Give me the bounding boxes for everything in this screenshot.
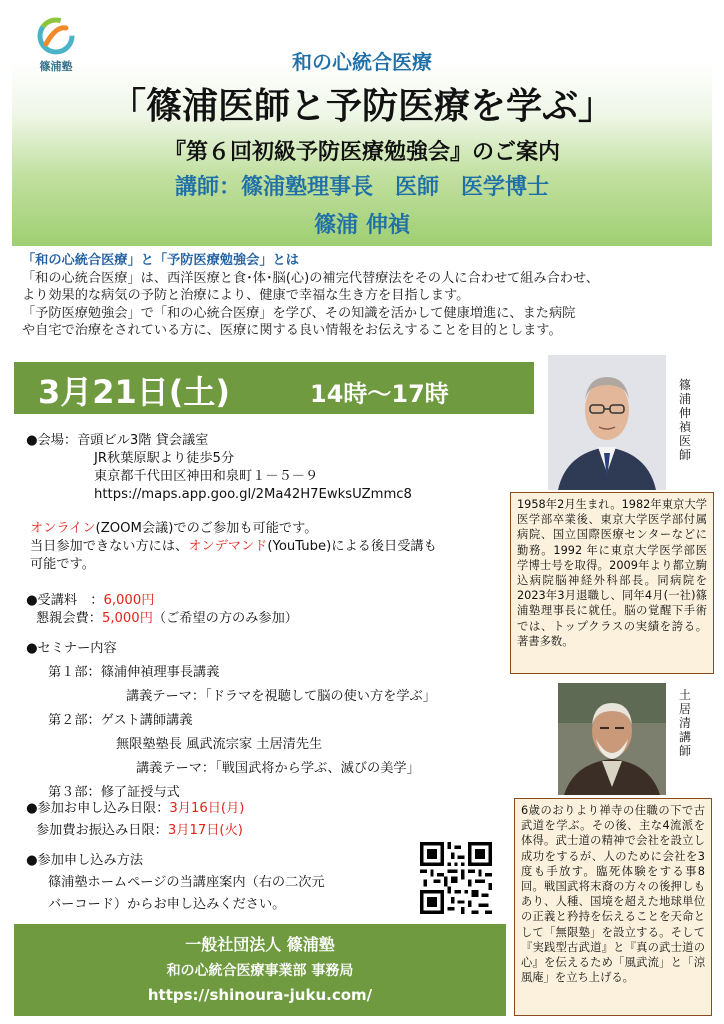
logo-text: 篠浦塾 xyxy=(39,60,73,73)
venue-map-link[interactable]: https://maps.app.goo.gl/2Ma42H7EwksUZmmc8 xyxy=(94,487,412,502)
footer-url-link[interactable]: https://shinoura-juku.com/ xyxy=(147,986,373,1004)
ondemand-text-a: 当日参加できない方には、 xyxy=(30,539,189,554)
seminar-part1-theme: 講義テーマ：「ドラマを視聴して脳の使い方を学ぶ」 xyxy=(126,689,436,704)
seminar-part2-guest: 無限塾塾長 風武流宗家 土居清先生 xyxy=(116,737,323,752)
lecturer-line: 講師：篠浦塾理事長 医師 医学博士 xyxy=(174,175,549,200)
seminar-label: ●セミナー内容 xyxy=(26,641,117,656)
intro-section xyxy=(22,252,712,340)
venue-label: ●会場：音頭ビル3階 貸会議室 xyxy=(26,433,209,448)
social-fee-note: （ご希望の方のみ参加） xyxy=(152,611,298,626)
guest-vertical-name: 土 居 清 講 師 xyxy=(678,688,691,758)
footer-org: 一般社団法人 篠浦塾 xyxy=(185,935,335,954)
venue-access: JR秋葉原駅より徒歩5分 xyxy=(94,451,235,466)
intro-line: 「予防医療勉強会」で「和の心統合医療」を学び、その知識を活かして健康増進に、また病院 xyxy=(22,305,576,321)
ondemand-text-b: (YouTube)による後日受講も xyxy=(267,539,437,554)
apply-deadline-label: ●参加お申し込み日限： xyxy=(26,801,170,816)
method-line1: 篠浦塾ホームページの当講座案内（右の二次元 xyxy=(48,875,325,890)
apply-deadline-value: 3月16日(月) xyxy=(169,801,245,816)
venue-section xyxy=(26,432,412,504)
seminar-part2: 第２部：ゲスト講師講義 xyxy=(48,713,193,728)
guest-bio: 6歳のおりより禅寺の住職の下で古武道を学ぶ。その後、主な4流派を体得。武士道の精神で会社を設立し成功をするが、人のために会社を3度も手放す。臨死体験をする事8回。戦国武将末裔の方々の後押しもあり、人種、国境を超えた地球単位の正義と矜持を伝えることを天命として「無限塾」を設立する。そして『実践型古武道』と『真の武士道の心』を伝えるため「風武流」と「涼風庵」を立ち上げる。 xyxy=(514,798,712,1016)
org-title: 和の心統合医療 xyxy=(292,50,432,74)
ondemand-label: オンデマンド xyxy=(188,539,268,554)
fee-label: ●受講料 ： xyxy=(26,593,104,608)
person-portrait-icon xyxy=(548,355,666,490)
method-line2: バーコード）からお申し込みください。 xyxy=(48,897,286,912)
pay-deadline-value: 3月17日(火) xyxy=(167,823,243,838)
deadlines-section xyxy=(26,800,244,840)
social-fee-label: 懇親会費： xyxy=(36,611,102,626)
footer-band xyxy=(14,924,506,1016)
pay-deadline-label: 参加費お振込み日限： xyxy=(36,823,168,838)
fee-value: 6,000円 xyxy=(103,593,155,608)
seminar-section xyxy=(26,640,436,802)
seminar-part1: 第１部：篠浦伸禎理事長講義 xyxy=(48,665,220,680)
method-section xyxy=(26,852,325,914)
sub-title: 『第６回初級予防医療勉強会』のご案内 xyxy=(163,140,560,165)
lecturer-vertical-name: 篠 浦 伸 禎 医 師 xyxy=(678,378,691,462)
guest-photo xyxy=(558,683,666,795)
seminar-part2-theme: 講義テーマ：「戦国武将から学ぶ、滅びの美学」 xyxy=(136,761,420,776)
intro-line: より効果的な病気の予防と治療により、健康で幸福な生き方を目指します。 xyxy=(22,288,470,303)
intro-line: や自宅で治療をされている方に、医療に関する良い情報をお伝えすることを目的とします。 xyxy=(22,323,562,338)
venue-address: 東京都千代田区神田和泉町１－５－９ xyxy=(94,469,319,484)
main-title: 「篠浦医師と予防医療を学ぶ」 xyxy=(109,86,614,127)
ondemand-text-c: 可能です。 xyxy=(30,557,95,572)
method-label: ●参加申し込み方法 xyxy=(26,853,144,868)
lecturer-name: 篠浦 伸禎 xyxy=(314,213,410,238)
qr-code[interactable] xyxy=(420,842,492,914)
lecturer-bio: 1958年2月生まれ。1982年東京大学医学部卒業後、東京大学医学部付属病院、国立国際医療センターなどに勤務。1992 年に東京大学医学部医学博士号を取得。2009年より都立駒込病院脳神経外科部長。同病院を2023年3月退職し、同年4月(一社)篠浦塾理事長に就任。脳の覚醒下手術では、トップクラスの実績を誇る。著書多数。 xyxy=(510,492,714,674)
qr-code-icon xyxy=(420,842,492,914)
lecturer-photo xyxy=(548,355,666,490)
fees-section xyxy=(26,592,298,628)
header-banner xyxy=(12,10,712,246)
footer-dept: 和の心統合医療事業部 事務局 xyxy=(166,963,354,979)
event-date: 3月21日(土) xyxy=(38,373,231,411)
online-label: オンライン xyxy=(30,521,96,536)
intro-heading: 「和の心統合医療」と「予防医療勉強会」とは xyxy=(22,253,299,268)
online-text: (ZOOM会議)でのご参加も可能です。 xyxy=(95,521,318,536)
social-fee-value: 5,000円 xyxy=(101,611,153,626)
online-section xyxy=(30,520,437,574)
event-time: 14時～17時 xyxy=(310,380,449,408)
person-portrait-icon xyxy=(558,683,666,795)
seminar-part3: 第３部：修了証授与式 xyxy=(48,785,180,800)
intro-line: 「和の心統合医療」は、西洋医療と食･体･脳(心)の補完代替療法をその人に合わせて組み合わせ、 xyxy=(22,270,599,286)
date-band xyxy=(14,362,534,414)
